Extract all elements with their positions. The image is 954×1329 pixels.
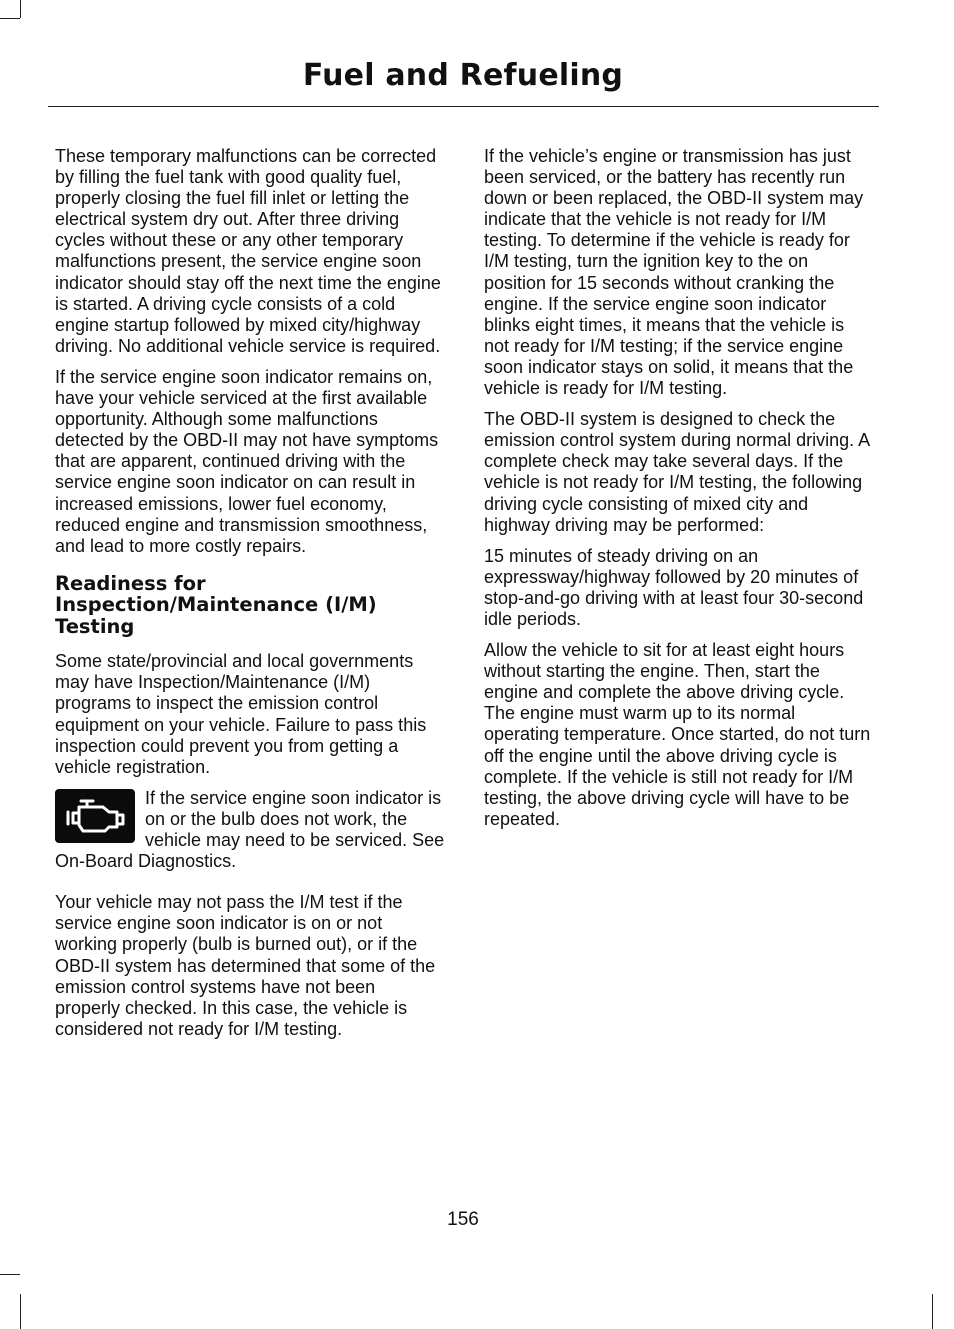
indicator-note-text: If the service engine soon indicator is on or the bulb does not work, the vehicle may need to be serviced. See On-Board Diagnostics. — [55, 787, 445, 872]
indicator-note — [55, 788, 445, 872]
paragraph: Allow the vehicle to sit for at least eight hours without starting the engine. Then, start the engine and complete the above driving cycle. The engine must warm up to its normal operating temperature. Once started, do not turn off the engine until the above driving cycle is complete. If the vehicle is still not ready for I/M testing, the above driving cycle will have to be repeated. — [484, 640, 871, 829]
paragraph: Your vehicle may not pass the I/M test if the service engine soon indicator is on or not working properly (bulb is burned out), or if the OBD-II system has determined that some of the emission control systems have not been properly checked. In this case, the vehicle is considered not ready for I/M testing. — [55, 892, 436, 1039]
section-heading: Readiness for Inspection/Maintenance (I/M) Testing — [55, 571, 377, 638]
page-number: 156 — [447, 1209, 479, 1230]
right-column — [484, 146, 874, 840]
paragraph: 15 minutes of steady driving on an expressway/highway followed by 20 minutes of stop-and-go driving with at least four 30-second idle periods. — [484, 545, 864, 629]
crop-mark — [20, 0, 21, 18]
page-title: Fuel and Refueling — [302, 58, 624, 93]
paragraph: If the service engine soon indicator remains on, have your vehicle serviced at the first available opportunity. Although some malfunctions detected by the OBD-II may not have symptoms that are apparent, continued driving with the service engine soon indicator on can result in increased emissions, lower fuel economy, reduced engine and transmission smoothness, and lead to more costly repairs. — [55, 366, 439, 556]
crop-mark — [20, 1294, 21, 1329]
paragraph: The OBD-II system is designed to check the emission control system during normal driving. A complete check may take several days. If the vehicle is not ready for I/M testing, the following driving cycle consisting of mixed city and highway driving may be performed: — [484, 409, 870, 535]
crop-mark — [0, 18, 20, 19]
crop-mark — [0, 1274, 20, 1275]
paragraph: If the vehicle’s engine or transmission has just been serviced, or the battery has recently run down or been replaced, the OBD-II system may indicate that the vehicle is not ready for I/M testing. To determine if the vehicle is ready for I/M testing, turn the ignition key to the on position for 15 seconds without cranking the engine. If the service engine soon indicator blinks eight times, it means that the vehicle is not ready for I/M testing; if the service engine soon indicator stays on solid, it means that the vehicle is ready for I/M testing. — [484, 146, 864, 399]
paragraph: Some state/provincial and local governments may have Inspection/Maintenance (I/M) programs to inspect the emission control equipment on your vehicle. Failure to pass this inspection could prevent you from getting a vehicle registration. — [55, 651, 427, 777]
crop-mark — [932, 1294, 933, 1329]
paragraph: These temporary malfunctions can be corrected by filling the fuel tank with good quality fuel, properly closing the fuel fill inlet or letting the electrical system dry out. After three driving cycles without these or any other temporary malfunctions present, the service engine soon indicator should stay off the next time the engine is started. A driving cycle consists of a cold engine startup followed by mixed city/highway driving. No additional vehicle service is required. — [55, 146, 441, 356]
check-engine-icon — [55, 789, 135, 843]
left-column — [55, 146, 445, 1050]
header-divider — [48, 106, 879, 107]
